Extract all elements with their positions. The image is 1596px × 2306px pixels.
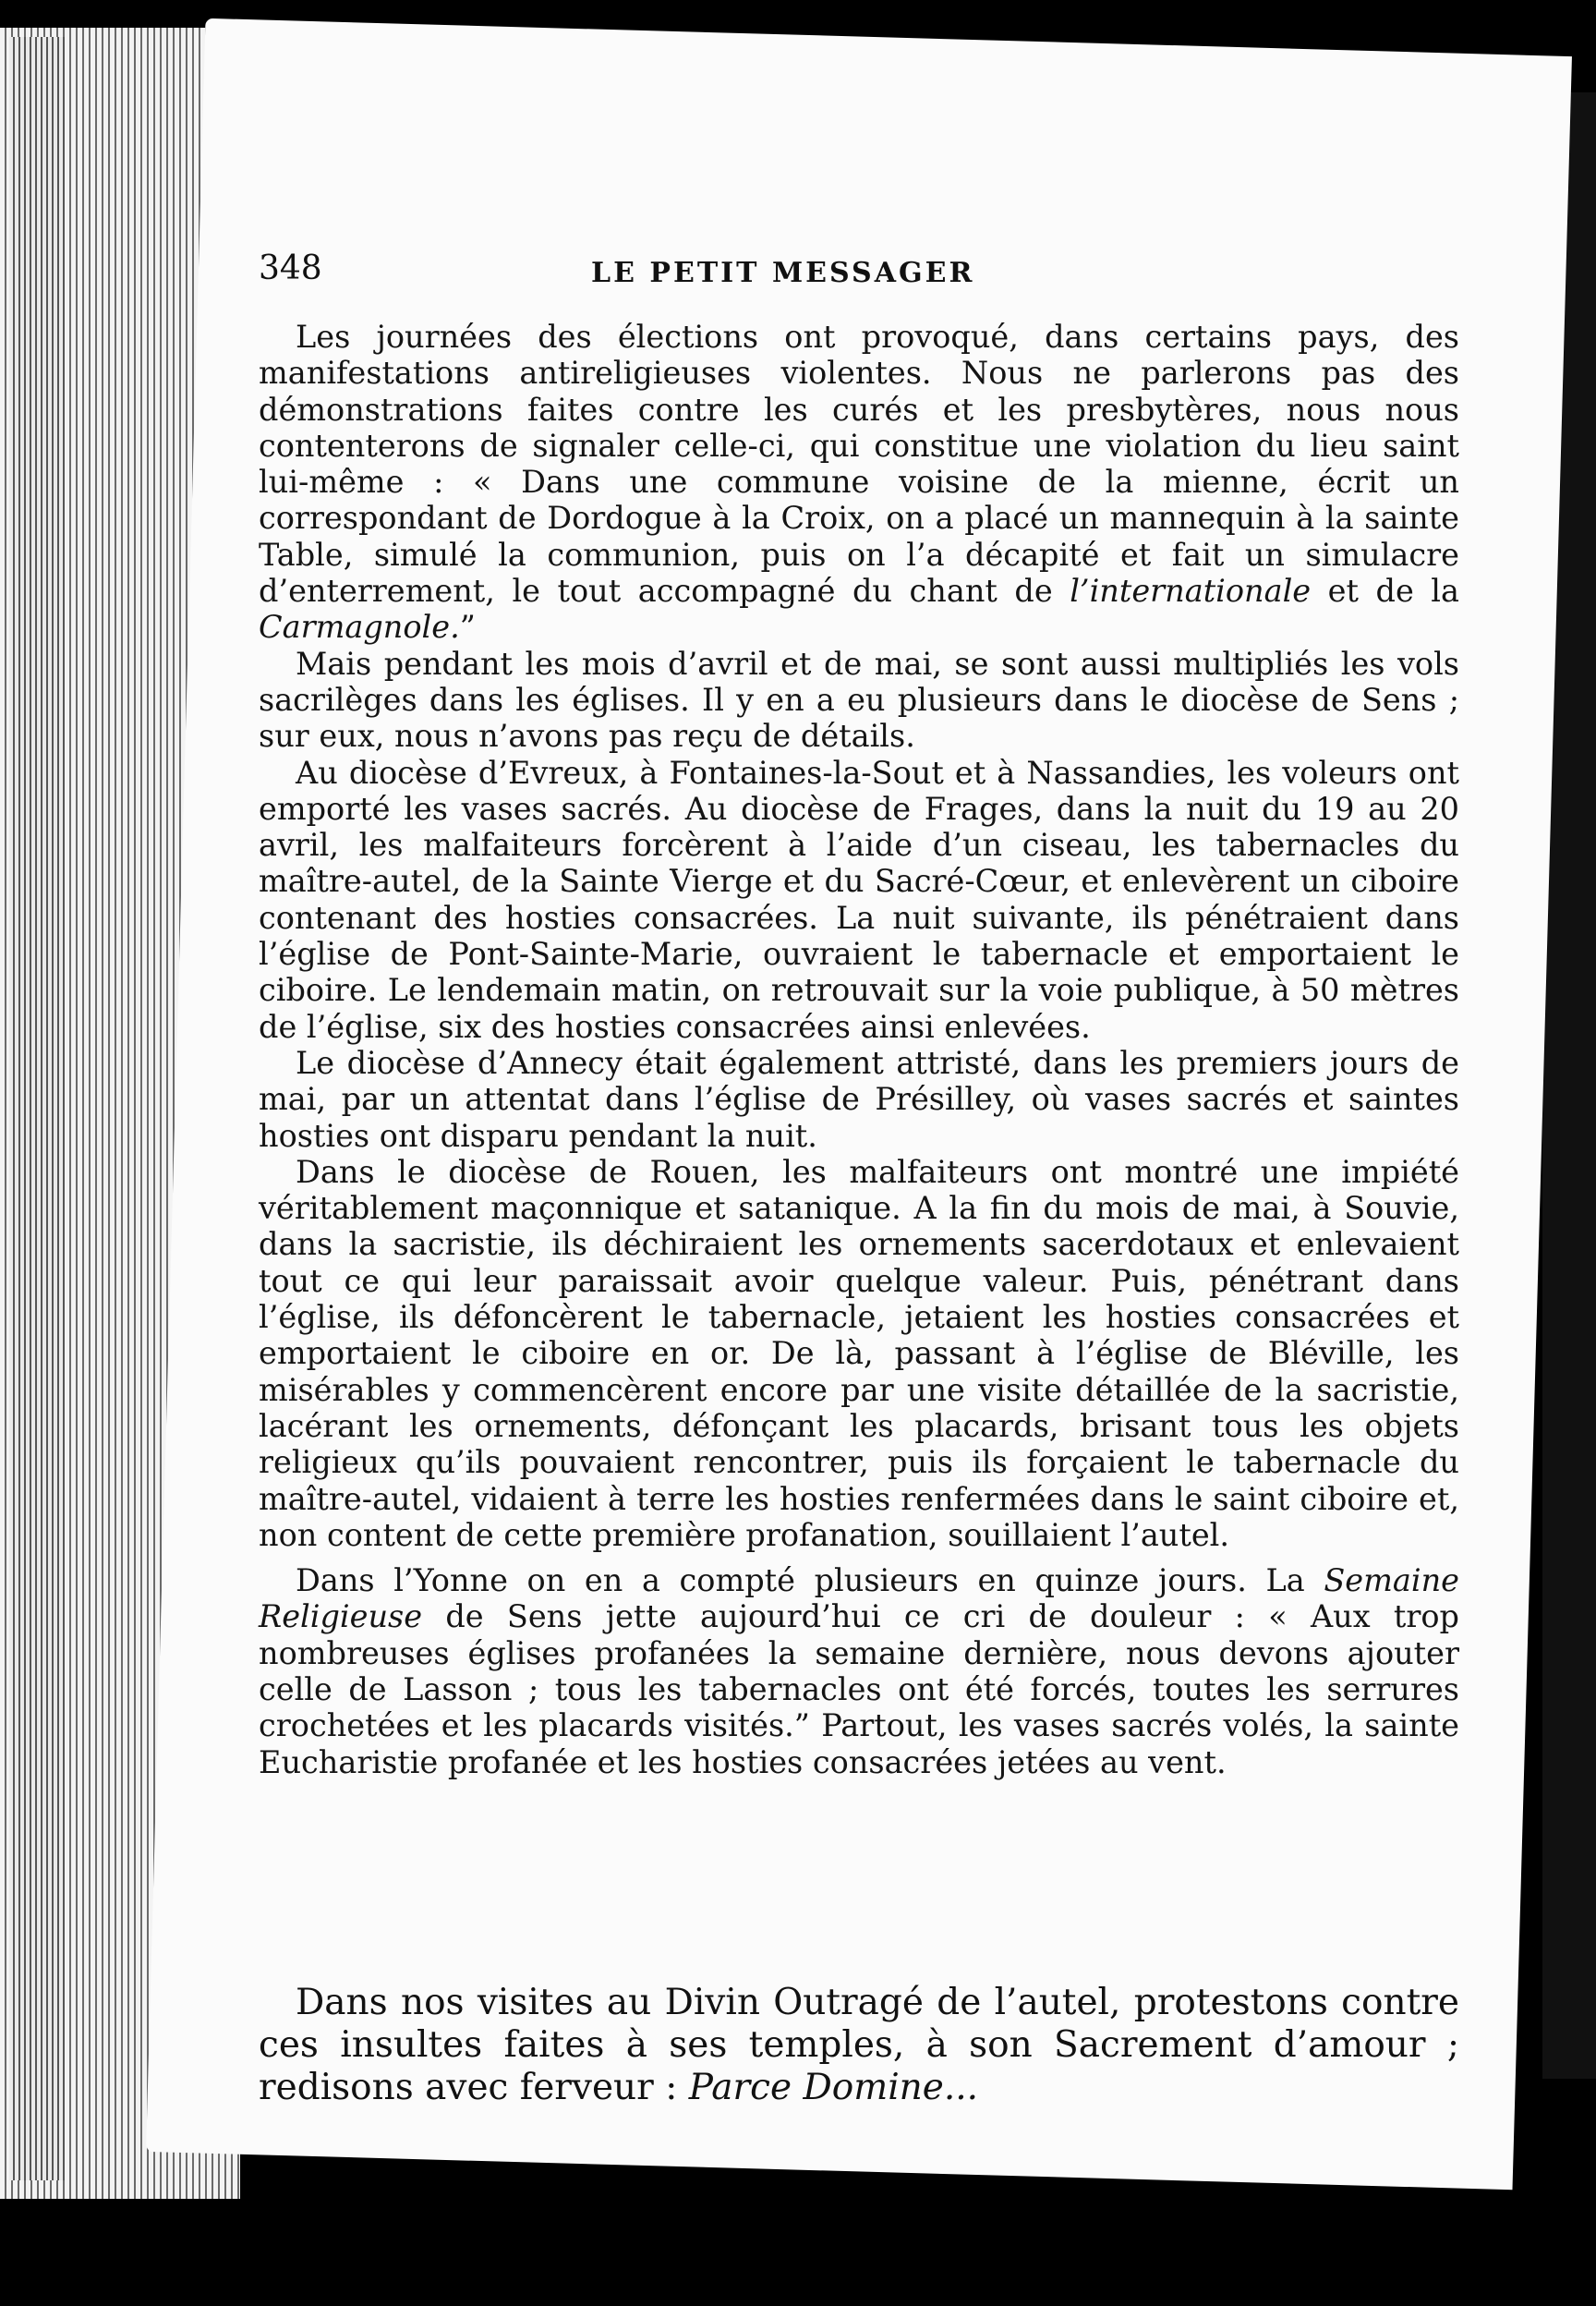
page-number: 348: [259, 249, 322, 287]
text-segment: de Sens jette aujourd’hui ce cri de douleur : « Aux trop nombreuses églises profanées la semaine dernière, nous devons ajouter celle de Lasson ; tous les tabernacles ont été forcés, toutes les serrures crochetées et les placards visités.” Partout, les vases sacrés volés, la sainte Eucharistie profanée et les hosties consacrées jetées au vent.: [259, 1598, 1459, 1780]
italic-segment: Parce Domine...: [688, 2067, 979, 2108]
running-head: [259, 249, 1459, 305]
paragraph-evreux: [259, 755, 1459, 1045]
paragraph-annecy: [259, 1045, 1459, 1154]
paragraph-elections: [259, 319, 1459, 646]
text-segment: Mais pendant les mois d’avril et de mai, se sont aussi multipliés les vols sacrilèges dans les églises. Il y en a eu plusieurs dans le diocèse de Sens ; sur eux, nous n’avons pas reçu de détails.: [259, 645, 1459, 755]
text-segment: Dans l’Yonne on en a compté plusieurs en quinze jours. La: [296, 1562, 1324, 1599]
text-segment: Au diocèse d’Evreux, à Fontaines-la-Sout et à Nassandies, les voleurs ont emporté les vases sacrés. Au diocèse de Frages, dans la nuit du 19 au 20 avril, les malfaiteurs forcèrent à l’aide d’un ciseau, les tabernacles du maître-autel, de la Sainte Vierge et du Sacré-Cœur, et enlevèrent un ciboire contenant des hosties consacrées. La nuit suivante, ils pénétraient dans l’église de Pont-Sainte-Marie, ouvraient le tabernacle et emportaient le ciboire. Le lendemain matin, on retrouvait sur la voie publique, à 50 mètres de l’église, six des hosties consacrées ainsi enlevées.: [259, 754, 1459, 1045]
italic-segment: Carmagnole.: [259, 609, 460, 646]
paragraph-yonne: [259, 1562, 1459, 1780]
closing-exhortation: [259, 1982, 1459, 2109]
paragraph-sens: [259, 646, 1459, 755]
running-title: LE PETIT MESSAGER: [591, 257, 975, 289]
italic-segment: l’internationale: [1070, 573, 1312, 610]
text-segment: et de la: [1311, 573, 1459, 610]
book-cover-edge: [9, 37, 65, 2180]
text-segment: Dans le diocèse de Rouen, les malfaiteurs ont montré une impiété véritablement maçonnique et satanique. A la fin du mois de mai, à Souvie, dans la sacristie, ils déchiraient les ornements sacerdotaux et enlevaient tout ce qui leur paraissait avoir quelque valeur. Puis, pénétrant dans l’église, ils défoncèrent le tabernacle, jetaient les hosties consacrées et emportaient le ciboire en or. De là, passant à l’église de Bléville, les misérables y commencèrent encore par une visite détaillée de la sacristie, lacérant les ornements, défonçant les placards, brisant tous les objets religieux qu’ils pouvaient rencontrer, puis ils forçaient le tabernacle du maître-autel, vidaient à terre les hosties renfermées dans le saint ciboire et, non content de cette première profanation, souillaient l’autel.: [259, 1153, 1459, 1553]
text-segment: ”: [459, 609, 476, 646]
text-segment: Les journées des élections ont provoqué, dans certains pays, des manifestations antireligieuses violentes. Nous ne parlerons pas des démonstrations faites contre les curés et les presbytères, nous nous contenterons de signaler celle-ci, qui constitue une violation du lieu saint lui-même : « Dans une commune voisine de la mienne, écrit un correspondant de Dordogue à la Croix, on a placé un mannequin à la sainte Table, simulé la communion, puis on l’a décapité et fait un simulacre d’enterrement, le tout accompagné du chant de: [259, 319, 1459, 610]
text-segment: Dans nos visites au Divin Outragé de l’autel, protestons contre ces insultes faites à ses temples, à son Sacrement d’amour ; redisons avec ferveur :: [259, 1982, 1459, 2108]
text-segment: Le diocèse d’Annecy était également attristé, dans les premiers jours de mai, par un attentat dans l’église de Présilley, où vases sacrés et saintes hosties ont disparu pendant la nuit.: [259, 1044, 1459, 1154]
body-text: [259, 319, 1459, 1780]
paragraph-rouen: [259, 1154, 1459, 1553]
italic-segment: Semaine Religieuse: [259, 1562, 1459, 1635]
